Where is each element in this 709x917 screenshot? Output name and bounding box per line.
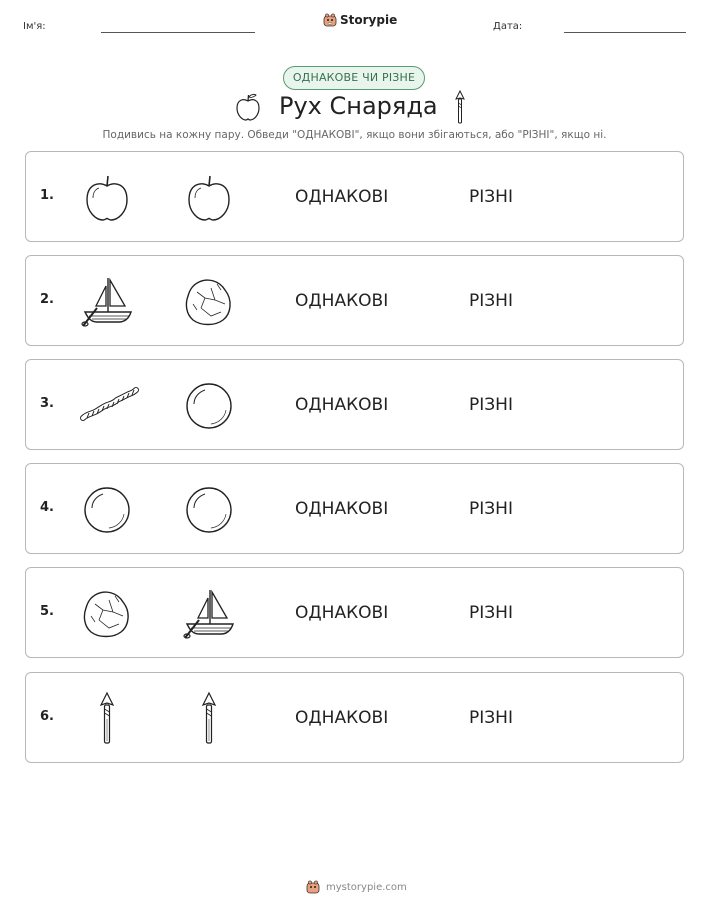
question-row — [25, 255, 684, 346]
rock-icon — [79, 586, 135, 642]
apple-icon — [79, 170, 135, 226]
different-option[interactable]: РІЗНІ — [469, 395, 513, 415]
spear-icon — [79, 691, 135, 747]
question-number: 4. — [40, 500, 54, 515]
question-row — [25, 567, 684, 658]
name-label: Ім'я: — [23, 21, 46, 32]
question-row — [25, 151, 684, 242]
same-option[interactable]: ОДНАКОВІ — [295, 395, 389, 415]
instructions: Подивись на кожну пару. Обведи "ОДНАКОВІ", якщо вони збігаються, або "РІЗНІ", якщо ні. — [102, 129, 607, 141]
different-option[interactable]: РІЗНІ — [469, 708, 513, 728]
question-row — [25, 463, 684, 554]
brand-logo — [323, 13, 397, 27]
question-row — [25, 359, 684, 450]
question-number: 1. — [40, 188, 54, 203]
rope-icon — [79, 378, 135, 434]
bubble-icon — [181, 482, 237, 538]
spear-icon — [453, 90, 467, 124]
same-option[interactable]: ОДНАКОВІ — [295, 187, 389, 207]
same-option[interactable]: ОДНАКОВІ — [295, 499, 389, 519]
bubble-icon — [79, 482, 135, 538]
different-option[interactable]: РІЗНІ — [469, 499, 513, 519]
date-label: Дата: — [493, 21, 523, 32]
date-field-line[interactable] — [564, 32, 686, 33]
question-row — [25, 672, 684, 763]
name-field-line[interactable] — [101, 32, 255, 33]
question-number: 6. — [40, 709, 54, 724]
bubble-icon — [181, 378, 237, 434]
spear-icon — [181, 691, 237, 747]
page-title: Рух Снаряда — [279, 92, 438, 120]
storypie-mascot-icon — [306, 880, 320, 894]
different-option[interactable]: РІЗНІ — [469, 603, 513, 623]
footer-url: mystorypie.com — [326, 881, 407, 893]
apple-icon — [181, 170, 237, 226]
same-option[interactable]: ОДНАКОВІ — [295, 603, 389, 623]
question-number: 5. — [40, 604, 54, 619]
rock-icon — [181, 274, 237, 330]
sailboat-icon — [181, 586, 237, 642]
different-option[interactable]: РІЗНІ — [469, 291, 513, 311]
sailboat-icon — [79, 274, 135, 330]
footer — [306, 880, 407, 894]
different-option[interactable]: РІЗНІ — [469, 187, 513, 207]
apple-icon — [234, 92, 262, 122]
worksheet-type-badge: ОДНАКОВЕ ЧИ РІЗНЕ — [283, 66, 425, 90]
storypie-mascot-icon — [323, 13, 337, 27]
question-number: 3. — [40, 396, 54, 411]
same-option[interactable]: ОДНАКОВІ — [295, 291, 389, 311]
brand-name: Storypie — [340, 13, 398, 27]
same-option[interactable]: ОДНАКОВІ — [295, 708, 389, 728]
question-number: 2. — [40, 292, 54, 307]
